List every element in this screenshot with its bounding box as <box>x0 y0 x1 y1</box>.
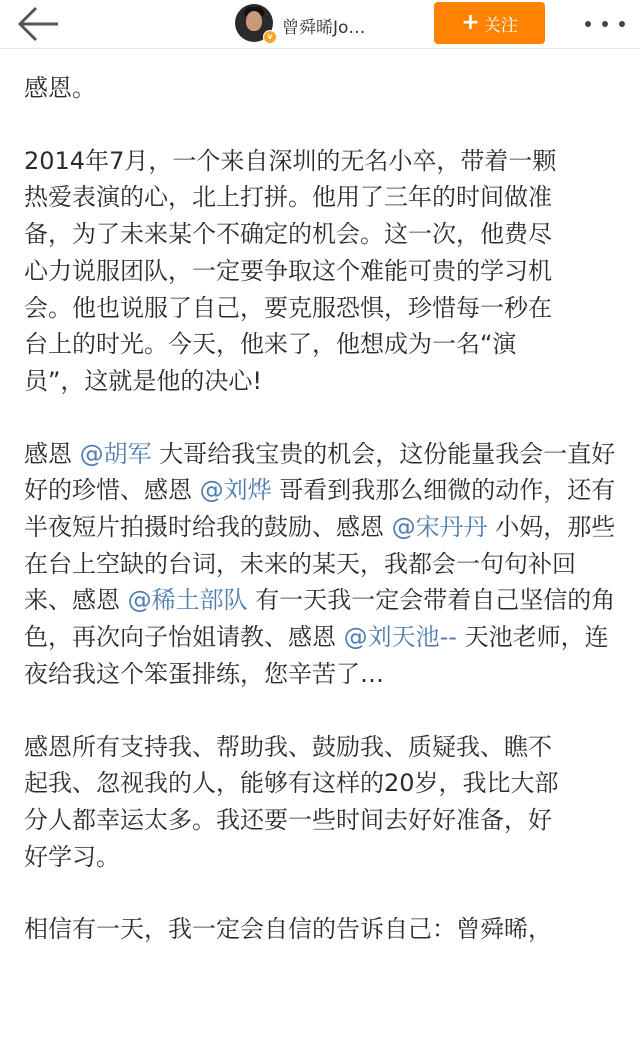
post-paragraph-3 <box>24 436 620 693</box>
mention-link-hujun[interactable]: @胡军 <box>79 439 152 468</box>
more-dots-icon[interactable] <box>583 12 627 34</box>
mention-link-xitubudui[interactable]: @稀土部队 <box>127 586 248 615</box>
follow-label: 关注 <box>483 15 518 36</box>
text-segment: 感恩 <box>24 439 80 468</box>
plus-icon: + <box>461 10 480 35</box>
text-line: 热爱表演的心，北上打拼。他用了三年的时间做准 <box>24 183 552 212</box>
text-segment: 大哥给我宝贵的机会，这份能量我会一直好好的珍惜、感恩 <box>24 439 616 505</box>
post-paragraph-2 <box>24 143 620 400</box>
text-line: 感恩所有支持我、帮助我、鼓励我、质疑我、瞧不 <box>24 732 552 761</box>
text-line: 备，为了未来某个不确定的机会。这一次，他费尽 <box>24 220 552 249</box>
post-body <box>24 70 620 948</box>
text-line: 2014年7月，一个来自深圳的无名小卒，带着一颗 <box>24 146 557 175</box>
back-arrow-icon[interactable] <box>14 4 62 44</box>
text-segment: 天池老师，连夜给我这个笨蛋排练，您辛苦了… <box>24 623 609 688</box>
mention-link-liuye[interactable]: @刘烨 <box>199 476 272 505</box>
text-line: 心力说服团队，一定要争取这个难能可贵的学习机 <box>24 256 552 285</box>
text-segment: 小妈，那些在台上空缺的台词，未来的某天，我都会一句句补回来、感恩 <box>24 513 616 615</box>
username[interactable]: 曾舜晞Jo… <box>282 18 366 38</box>
post-paragraph-5: 相信有一天，我一定会自信的告诉自己：曾舜晞， <box>24 915 552 944</box>
text-segment: 哥看到我那么细微的动作，还有半夜短片拍摄时给我的鼓励、感恩 <box>24 476 616 542</box>
mention-link-liutianchi[interactable]: @刘天池-- <box>343 623 457 652</box>
mention-link-songdandan[interactable]: @宋丹丹 <box>391 513 488 542</box>
verified-badge-icon: v <box>263 30 277 44</box>
text-line: 起我、忽视我的人，能够有这样的20岁，我比大部 <box>24 769 559 798</box>
text-line: 分人都幸运太多。我还要一些时间去好好准备，好 <box>24 805 552 834</box>
text-line: 会。他也说服了自己，要克服恐惧，珍惜每一秒在 <box>24 293 552 322</box>
text-line: 台上的时光。今天，他来了，他想成为一名“演 <box>24 330 517 359</box>
text-line: 员”，这就是他的决心! <box>24 366 263 395</box>
text-line: 好学习。 <box>24 842 120 871</box>
top-bar <box>0 0 640 49</box>
post-paragraph-1: 感恩。 <box>24 74 96 102</box>
post-paragraph-4 <box>24 729 620 876</box>
text-segment: 有一天我一定会带着自己坚信的角色，再次向子怡姐请教、感恩 <box>24 586 616 652</box>
follow-button[interactable] <box>434 2 545 44</box>
avatar-face <box>246 11 262 31</box>
